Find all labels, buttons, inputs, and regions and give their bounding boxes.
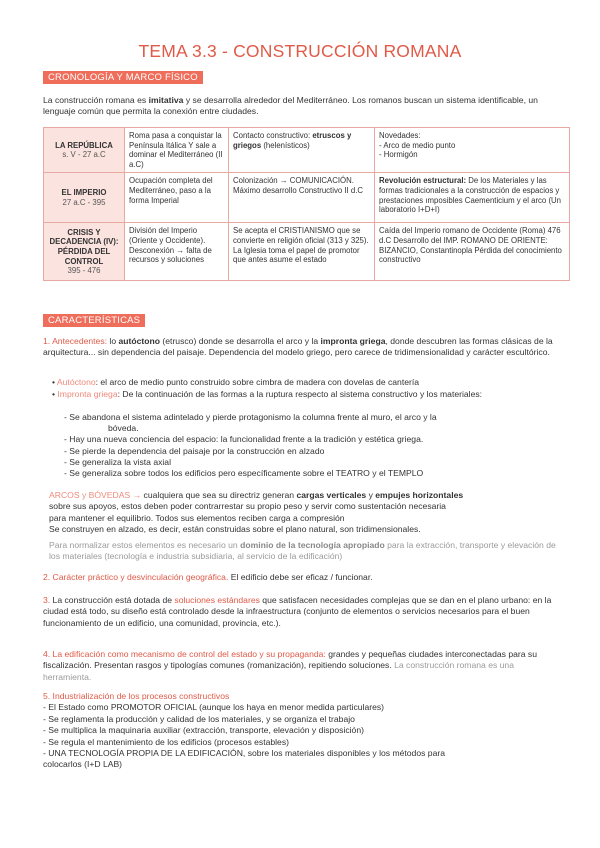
- paragraph-tecnologia: [49, 540, 564, 563]
- table-cell: Se acepta el CRISTIANISMO que se convierte en religión oficial (313 y 325). La Iglesia toma el papel de promotor que antes asume el estado: [229, 223, 375, 281]
- era-cell: [44, 173, 125, 223]
- era-date: s. V - 27 a.C: [62, 150, 106, 160]
- page-title: TEMA 3.3 - CONSTRUCCIÓN ROMANA: [138, 41, 462, 61]
- intro-bold: imitativa: [148, 95, 184, 105]
- era-cell: [44, 223, 125, 281]
- bullet-text: : De la continuación de las formas a la ruptura respecto al sistema constructivo y los materiales:: [117, 389, 483, 399]
- intro-text-1: La construcción romana es: [43, 95, 149, 105]
- table-cell: Caída del Imperio romano de Occidente (Roma) 476 d.C Desarrollo del IMP. ROMANO DE ORIENTE: BIZANCIO, Constantinopla Pérdida del conocimiento constructivo: [375, 223, 570, 281]
- para-bold: cargas verticales: [296, 490, 367, 500]
- sub-bullet: - Se abandona el sistema adintelado y pierde protagonismo la columna frente al muro, el arco y la: [64, 412, 437, 422]
- arcos-line: sobre sus apoyos, estos deben poder contrarrestar su propio peso y servir como sustentación necesaria: [49, 501, 446, 512]
- table-cell: División del Imperio (Oriente y Occidente). Desconexión → falta de recursos y soluciones: [125, 223, 229, 281]
- list-item: colocarlos (I+D LAB): [43, 759, 123, 770]
- table-cell: [375, 128, 570, 173]
- table-cell: Colonización → COMUNICACIÓN. Máximo desarrollo Constructivo II d.C: [229, 173, 375, 223]
- arcos-line: para mantener el equilibrio. Todos sus elementos reciben carga a compresión: [49, 512, 345, 523]
- table-cell: [375, 173, 570, 223]
- para-gray-text: La construcción romana es una herramienta.: [43, 660, 514, 682]
- sub-bullet: - Hay una nueva conciencia del espacio: la funcionalidad frente a la tradición y estética griega.: [64, 434, 424, 444]
- era-name: EL IMPERIO: [61, 188, 107, 198]
- paragraph-industrializacion: [43, 691, 563, 771]
- cell-bold: etruscos y griegos: [233, 131, 352, 150]
- para-text: y: [366, 490, 376, 500]
- para-text: que satisfacen necesidades complejas que se dan en el plano urbano: en la ciudad está todo, su diseño está controlado desde la infraestructura (conjunto de elementos o servicios necesarios para el buen funcionamiento de un edificio, una comunidad, provincia, etc.).: [43, 595, 552, 628]
- paragraph-antecedentes: [43, 336, 563, 359]
- table-cell: [229, 128, 375, 173]
- para-text: (etrusco) donde se desarrolla el arco y la: [160, 336, 321, 346]
- era-date: 395 - 476: [67, 266, 101, 276]
- table-row: [44, 128, 570, 173]
- bullet-griega: • Impronta griega: De la continuación de las formas a la ruptura respecto al sistema constructivo y los materiales:: [52, 389, 483, 399]
- para-label: 5. Industrialización de los procesos constructivos: [43, 691, 230, 701]
- list-item: - Se multiplica la maquinaria auxiliar (extracción, transporte, elevación y disposición): [43, 725, 364, 736]
- arcos-label: ARCOS y BÓVEDAS →: [49, 490, 142, 500]
- cell-line: Novedades:: [379, 131, 421, 140]
- bullet-label: Autóctono: [56, 377, 96, 387]
- para-bold: empujes horizontales: [375, 490, 464, 500]
- cell-text: De los Materiales y las formas tradicionales a la construcción de espacios y prestaciones ımposibles Caementicium y el arco (Un laboratorio I+D+I): [379, 176, 562, 215]
- section-tag-caracteristicas: CARACTERÍSTICAS: [43, 314, 145, 327]
- paragraph-arcos: [49, 490, 564, 536]
- paragraph-soluciones: [43, 595, 563, 629]
- para-label: 4. La edificación como mecanismo de control del estado y su propaganda:: [43, 649, 326, 659]
- bullet-autoctono: • Autóctono: el arco de medio punto construido sobre cimbra de madera con dovelas de cantería: [52, 377, 420, 387]
- timeline-table: [43, 127, 570, 281]
- paragraph-control-estado: [43, 649, 563, 683]
- arcos-line: [49, 490, 564, 501]
- list-item: - Se reglamenta la producción y calidad de los materiales, y se organiza el trabajo: [43, 713, 355, 724]
- para-text: , donde descubren las formas clásicas de la arquitectura... sin dependencia del paisaje. Dependencia del modelo griego, pero carece de tridimensionalidad y carácter escultórico.: [43, 336, 553, 358]
- table-row: [44, 223, 570, 281]
- cell-text: (helenísticos): [261, 140, 310, 150]
- era-name: LA REPÚBLICA: [55, 140, 113, 150]
- para-text: La construcción está dotada de: [50, 595, 175, 605]
- table-cell: Ocupación completa del Mediterráneo, paso a la forma Imperial: [125, 173, 229, 223]
- era-date: 27 a.C - 395: [62, 197, 106, 207]
- para-highlight: soluciones estándares: [174, 595, 260, 605]
- list-item: - El Estado como PROMOTOR OFICIAL (aunque los haya en menor medida particulares): [43, 702, 385, 713]
- para-label: 2. Carácter práctico y desvinculación geográfica.: [43, 572, 229, 582]
- era-cell: [44, 128, 125, 173]
- list-item: - UNA TECNOLOGÍA PROPIA DE LA EDIFICACIÓN, sobre los materiales disponibles y los métodos para: [43, 748, 445, 759]
- sub-bullet: - Se pierde la dependencia del paisaje por la construcción en alzado: [64, 446, 325, 456]
- para-bold: autóctono: [118, 336, 161, 346]
- para-bold: dominio de la tecnología apropiado: [240, 540, 385, 550]
- list-item: - Se regula el mantenimiento de los edificios (procesos estables): [43, 736, 290, 747]
- intro-text-2: y se desarrolla alrededor del Mediterráneo. Los romanos buscan un sistema identificable, un lenguaje común que permita la conexión entre ciudades.: [43, 95, 538, 117]
- bullet-text: : el arco de medio punto construido sobre cimbra de madera con dovelas de cantería: [95, 377, 420, 387]
- cell-text: Contacto constructivo:: [233, 131, 313, 140]
- para-text: El edificio debe ser eficaz / funcionar.: [228, 572, 373, 582]
- cell-bold: Revolución estructural:: [379, 176, 467, 186]
- para-text: para la extracción, transporte y elevación de los materiales (tecnología e industria subsidiaria, al servicio de la edificación): [49, 540, 556, 562]
- paragraph-caracter-practico: [43, 572, 563, 583]
- arcos-line: Se construyen en alzado, es decir, están construidas sobre el plano natural, son tridimensionales.: [49, 524, 421, 535]
- sub-bullet: bóveda.: [108, 423, 139, 433]
- bullet-label: Impronta griega: [57, 389, 118, 399]
- para-text: lo: [107, 336, 119, 346]
- intro-paragraph: [43, 95, 563, 118]
- table-cell: Roma pasa a conquistar la Península Itálica Y sale a dominar el Mediterráneo (II a.C): [125, 128, 229, 173]
- para-number: 3.: [43, 595, 51, 605]
- para-text: grandes y pequeñas ciudades interconectadas para su fiscalización. Presentan rasgos y tipologías comunes (romanización), repitiendo soluciones.: [43, 649, 537, 671]
- cell-line: - Arco de medio punto: [379, 140, 456, 150]
- para-text: Para normalizar estos elementos es necesario un: [49, 540, 241, 550]
- era-name: CRISIS Y DECADENCIA (IV): PÉRDIDA DEL CONTROL: [49, 227, 119, 266]
- sub-bullet: - Se generaliza la vista axial: [64, 457, 171, 467]
- sub-bullet: - Se generaliza sobre todos los edificios pero específicamente sobre el TEATRO y el TEMPLO: [64, 468, 424, 478]
- para-number: 1. Antecedentes:: [43, 336, 108, 346]
- table-row: [44, 173, 570, 223]
- cell-line: - Hormigón: [379, 150, 418, 160]
- para-bold: impronta griega: [320, 336, 386, 346]
- section-tag-cronologia: CRONOLOGÍA Y MARCO FÍSICO: [43, 71, 203, 84]
- para-text: cualquiera que sea su directriz generan: [141, 490, 297, 500]
